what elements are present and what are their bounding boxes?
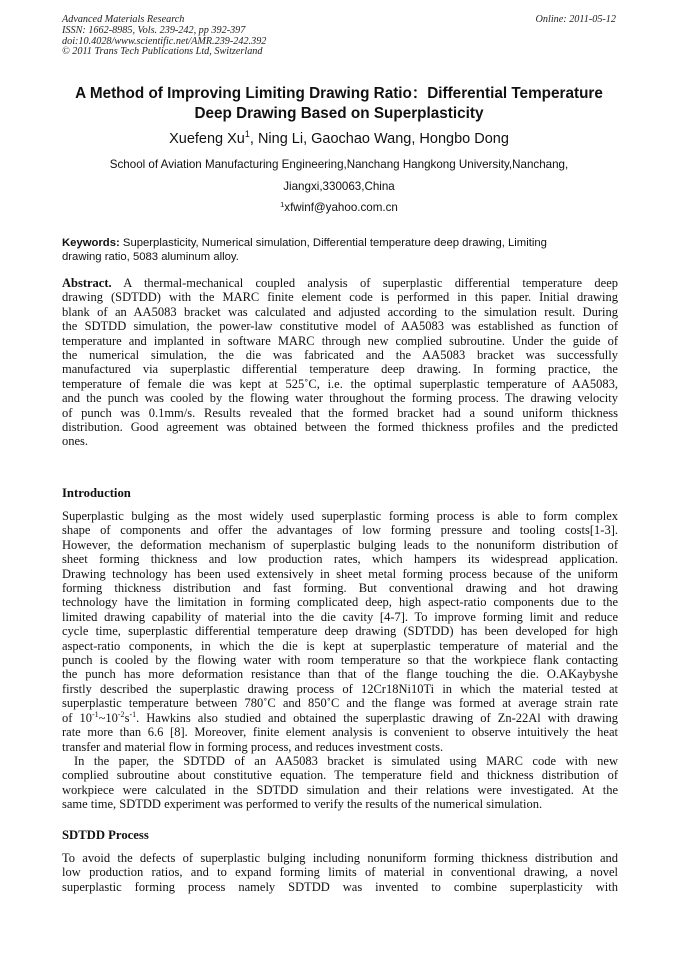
paper-title	[40, 84, 638, 123]
keywords-section	[62, 236, 618, 264]
keywords-label: Keywords:	[62, 237, 120, 249]
doi-line: doi:10.4028/www.scientific.net/AMR.239-242.392	[62, 35, 267, 47]
intro-line: limited drawing capability of material into the die cavity [4-7]. To improve forming limit and reduce	[62, 609, 618, 624]
journal-name: Advanced Materials Research	[62, 14, 185, 25]
abstract-line: temperature and implanted in software MARC through new complied subroutine. Under the guide of	[62, 333, 618, 348]
first-author: Xuefeng Xu	[169, 131, 245, 147]
intro-line: sheet forming thickness and low production rates, which hampers its widespread application.	[62, 552, 618, 567]
title-line-1: A Method of Improving Limiting Drawing Ratio：Differential Temperature	[75, 85, 603, 102]
intro-line: punch is cooled by the flowing water with room temperature so that the workpiece flank contacting	[62, 653, 618, 668]
intro-line: shape of components and offer the advantages of low forming pressure and tooling costs[1-3].	[62, 523, 618, 538]
abstract-line: drawing (SDTDD) with the MARC finite element code is performed in this paper. Initial drawing	[62, 290, 618, 305]
intro-line: firstly described the superplastic drawing process of 12Cr18Ni10Ti in which the material tested at	[62, 681, 618, 696]
intro-para2-line: same time, SDTDD experiment was performed to verify the results of the numerical simulation.	[62, 797, 543, 812]
abstract-line: and the punch was cooled by the flowing water throughout the forming process. The drawing velocity	[62, 391, 618, 406]
intro-line: the punch has more deformation resistance than that of the flange touching the die. O.AKaybyshe	[62, 667, 618, 682]
intro-line: Superplastic bulging as the most widely used superplastic forming process is able to form complex	[62, 509, 618, 523]
abstract-line: of punch was 0.1mm/s. Results revealed that the formed bracket had a sound uniform thickness	[62, 405, 618, 420]
title-line-2: Deep Drawing Based on Superplasticity	[194, 104, 484, 122]
abstract-line: the numerical simulation, the die was fabricated and the AA5083 bracket was successfully	[62, 348, 618, 363]
abstract-line: manufactured via superplastic differential temperature deep drawing. In forming practice, the	[62, 362, 618, 377]
introduction-heading: Introduction	[62, 486, 131, 500]
introduction-body	[62, 509, 618, 812]
copyright-line: © 2011 Trans Tech Publications Ltd, Switzerland	[62, 46, 263, 58]
intro-line: cycle time, superplastic differential temperature deep drawing (SDTDD) has been developed for high	[62, 624, 618, 639]
intro-line: aspect-ratio components, in which the die is kept at superplastic temperature of material and the	[62, 638, 618, 653]
abstract-section	[62, 276, 618, 449]
intro-line: Drawing technology has been used extensively in sheet metal forming process because of the uniform	[62, 566, 618, 581]
sdtdd-line: low production ratios, and to expand forming limits of material in conventional drawing, a novel	[62, 865, 618, 880]
other-authors: , Ning Li, Gaochao Wang, Hongbo Dong	[249, 131, 509, 147]
sdtdd-line: superplastic forming process namely SDTDD was invented to combine superplasticity with	[62, 879, 618, 894]
issn-line: ISSN: 1662-8985, Vols. 239-242, pp 392-397	[62, 24, 246, 36]
abstract-label: Abstract.	[62, 276, 112, 290]
intro-line: transfer and material flow in forming process, and reduces investment costs.	[62, 739, 444, 754]
keywords-line-1: Superplasticity, Numerical simulation, Differential temperature deep drawing, Limiting	[119, 237, 547, 249]
author-email	[40, 201, 638, 215]
abstract-line: temperature of female die was kept at 525˚C, i.e. the optimal superplastic temperature of AA5083,	[62, 376, 618, 391]
email-address[interactable]: xfwinf@yahoo.com.cn	[284, 201, 398, 214]
abstract-line: blank of an AA5083 bracket was calculated and adjusted according to the simulation result. During	[62, 304, 618, 319]
keywords-line-2: drawing ratio, 5083 aluminum alloy.	[62, 251, 239, 263]
author-superscript: 1	[244, 129, 250, 139]
sdtdd-body	[62, 851, 618, 894]
abstract-line: Abstract. A thermal-mechanical coupled analysis of superplastic differential temperature deep	[62, 276, 618, 290]
intro-line-strain-rate: of $10^{-1}\sim 10^{-2}s^{-1}$. Hawkins also studied and obtained the superplastic drawing of Zn-22Al with drawing	[62, 709, 618, 725]
abstract-line: distribution. Good agreement was obtained between the formed thickness profiles and the predicted	[62, 420, 618, 435]
intro-line: forming thickness distribution and fast forming. But conventional drawing and hot drawing	[62, 581, 618, 596]
intro-line: superplastic temperature between 780˚C and 850˚C and the flange was formed at average strain rate	[62, 696, 618, 711]
sdtdd-line: To avoid the defects of superplastic bulging including nonuniform forming thickness distribution and	[62, 851, 618, 865]
abstract-line: ones.	[62, 434, 89, 449]
intro-line: However, the deformation mechanism of superplastic bulging leads to the nonuniform distribution of	[62, 537, 618, 552]
intro-line: technology have the limitation in forming complicated deep, high aspect-ratio components due to the	[62, 595, 618, 610]
intro-line: rate more than 6.6 [8]. Moreover, finite element analysis is convenient to observe intuitively the heat	[62, 725, 618, 740]
affiliation-line-2: Jiangxi,330063,China	[283, 180, 395, 193]
intro-para2-line: In the paper, the SDTDD of an AA5083 bracket is simulated using MARC code with new	[74, 753, 618, 768]
online-date: Online: 2011-05-12	[535, 14, 616, 25]
intro-para2-line: complied subroutine about constitutive equation. The temperature field and thickness distribution of	[62, 768, 618, 783]
sdtdd-heading: SDTDD Process	[62, 828, 149, 842]
author-list	[40, 130, 638, 148]
abstract-line: the SDTDD simulation, the power-law constitutive model of AA5083 was established as function of	[62, 319, 618, 334]
intro-para2-line: workpiece were calculated in the SDTDD simulation and their relations were investigated. At the	[62, 782, 618, 797]
journal-header	[62, 15, 266, 58]
affiliation-line-1: School of Aviation Manufacturing Engineering,Nanchang Hangkong University,Nanchang,	[109, 158, 569, 171]
email-superscript: 1	[280, 200, 285, 209]
